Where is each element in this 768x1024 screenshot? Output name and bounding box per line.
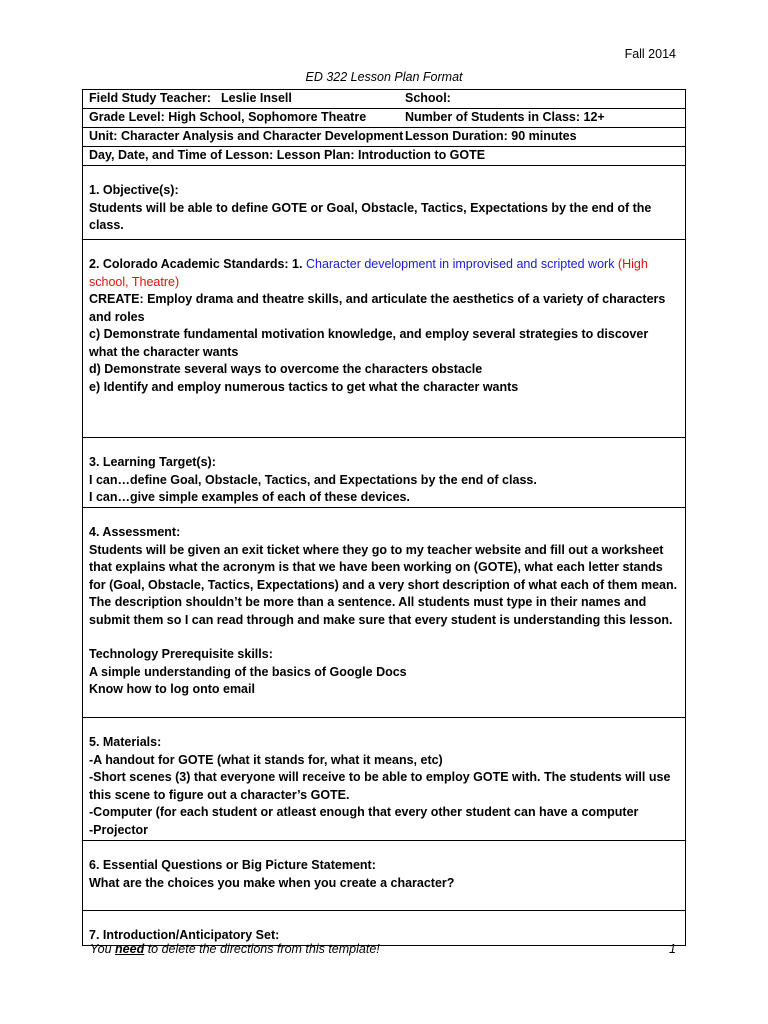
assessment-heading: 4. Assessment: [89, 525, 181, 539]
standard-d: d) Demonstrate several ways to overcome the characters obstacle [89, 362, 483, 376]
grade-label: Grade Level: [89, 110, 165, 124]
teacher-row [83, 90, 686, 109]
material-2: -Short scenes (3) that everyone will receive to be able to employ GOTE with. The students will use this scene to figure out a character’s GOTE. [89, 770, 671, 802]
intro-heading: 7. Introduction/Anticipatory Set: [89, 928, 280, 942]
targets-heading: 3. Learning Target(s): [89, 455, 216, 469]
essential-text: What are the choices you make when you create a character? [89, 875, 455, 890]
materials-section [83, 718, 686, 841]
assessment-text: Students will be given an exit ticket where they go to my teacher website and fill out a worksheet that explains what the acronym is that we have been working on (GOTE), what each letter stands for (Goal, Obstacle, Tactics, Expectations) and a very short description of what each of them mean. The description shouldn’t be more than a sentence. All students must type in their names and submit them so I can read through and make sure that every student is understanding this lesson. [89, 542, 678, 627]
grade-row [83, 109, 686, 128]
assessment-section [83, 508, 686, 718]
unit-row [83, 128, 686, 147]
tech-heading: Technology Prerequisite skills: [89, 647, 273, 661]
standards-section [83, 240, 686, 438]
school-label: School: [405, 91, 451, 105]
standard-c: c) Demonstrate fundamental motivation knowledge, and employ several strategies to discover what the character wants [89, 327, 649, 359]
material-3: -Computer (for each student or atleast enough that every other student can have a computer [89, 805, 639, 819]
unit-value: Character Analysis and Character Development [120, 129, 404, 143]
materials-heading: 5. Materials: [89, 735, 162, 749]
grade-value: High School, Sophomore Theatre [168, 110, 367, 124]
objectives-heading: 1. Objective(s): [89, 183, 179, 197]
essential-section [83, 841, 686, 911]
objectives-section [83, 166, 686, 240]
students-value: 12+ [583, 110, 605, 124]
teacher-label: Field Study Teacher: [89, 91, 212, 105]
material-4: -Projector [89, 822, 149, 837]
standard-e: e) Identify and employ numerous tactics to get what the character wants [89, 379, 519, 394]
teacher-value: Leslie Insell [221, 91, 292, 105]
document-title: ED 322 Lesson Plan Format [305, 70, 463, 84]
objectives-text: Students will be able to define GOTE or Goal, Obstacle, Tactics, Expectations by the end of the class. [89, 200, 652, 232]
intro-section [83, 911, 686, 946]
duration-label: Lesson Duration: [405, 129, 508, 143]
page-number: 1 [669, 942, 676, 956]
footer-note: You need to delete the directions from this template! [90, 942, 380, 956]
tech-skill-2: Know how to log onto email [89, 682, 255, 696]
target-2: I can…give simple examples of each of these devices. [89, 490, 410, 504]
footer-emphasis: need [115, 942, 145, 956]
duration-value: 90 minutes [511, 129, 577, 143]
standards-heading: 2. Colorado Academic Standards: 1. [89, 257, 306, 271]
essential-heading: 6. Essential Questions or Big Picture Statement: [89, 858, 376, 872]
day-row: Day, Date, and Time of Lesson: Lesson Plan: Introduction to GOTE [83, 147, 686, 166]
standard-title: Character development in improvised and scripted work [305, 257, 615, 271]
students-label: Number of Students in Class: [405, 110, 581, 124]
lesson-plan-table [82, 89, 686, 946]
standard-create: CREATE: Employ drama and theatre skills, and articulate the aesthetics of a variety of characters and roles [89, 292, 666, 324]
targets-section [83, 438, 686, 508]
tech-skill-1: A simple understanding of the basics of Google Docs [89, 664, 407, 679]
term-label: Fall 2014 [624, 47, 676, 61]
standards-heading-line: 2. Colorado Academic Standards: 1. Character development in improvised and scripted work (High school, Theatre) [89, 257, 648, 289]
unit-label: Unit: [89, 129, 118, 143]
target-1: I can…define Goal, Obstacle, Tactics, and Expectations by the end of class. [89, 472, 537, 487]
standard-scope: High school, Theatre [89, 257, 648, 289]
material-1: -A handout for GOTE (what it stands for, what it means, etc) [89, 752, 443, 767]
